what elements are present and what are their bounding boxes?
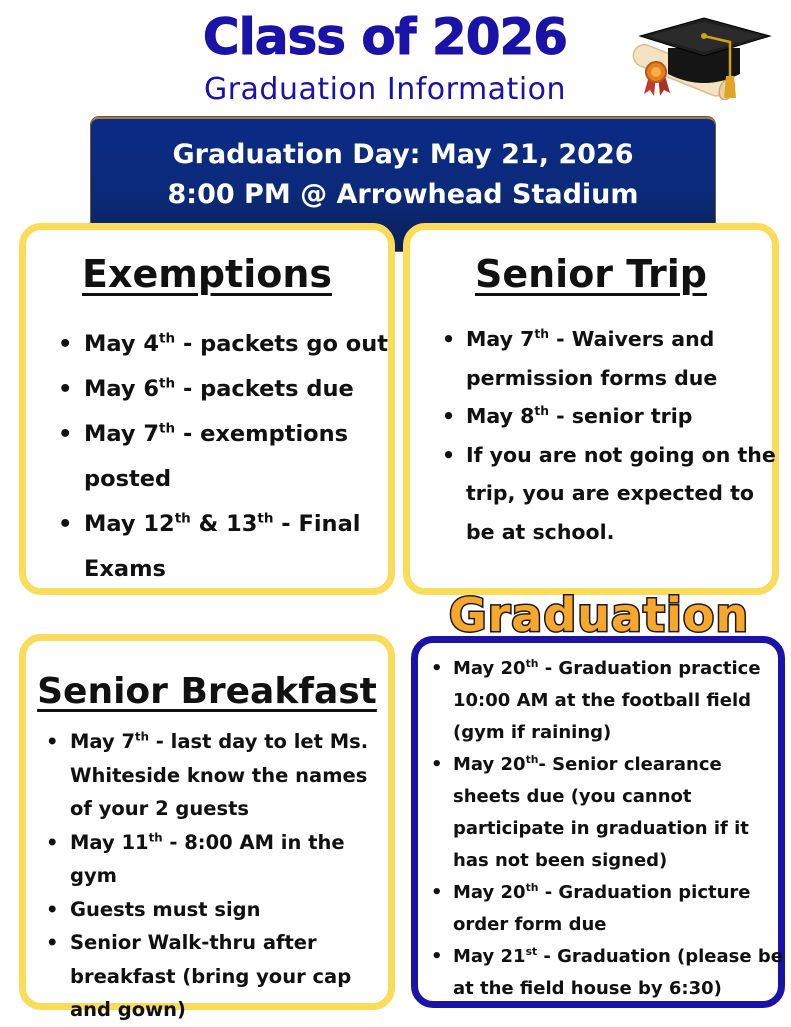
list-item: • May 6th - packets due: [54, 367, 394, 412]
list-item: • May 7th - exemptions posted: [54, 412, 394, 502]
list-item: • May 20th - Graduation picture order form due: [427, 877, 787, 941]
list-item: • Senior Walk-thru after breakfast (bring your cap and gown): [42, 926, 392, 1027]
list-item: • May 21st - Graduation (please be at the field house by 6:30): [427, 941, 787, 1005]
exemptions-card: [19, 223, 395, 595]
graduation-label-text: Graduation: [448, 588, 750, 642]
list-item: • May 11th - 8:00 AM in the gym: [42, 826, 392, 893]
list-item: • If you are not going on the trip, you are expected to be at school.: [438, 436, 782, 552]
list-item: • May 20th- Senior clearance sheets due (you cannot participate in graduation if it has not been signed): [427, 749, 787, 877]
graduation-card: [411, 636, 785, 1008]
exemptions-list: [54, 322, 394, 592]
senior-breakfast-list: [42, 725, 392, 1027]
exemptions-heading: Exemptions: [81, 252, 332, 296]
list-item: • Guests must sign: [42, 893, 392, 927]
list-item: • May 7th - Waivers and permission forms due: [438, 320, 782, 397]
graduation-list: [427, 653, 787, 1005]
senior-breakfast-card: [19, 634, 395, 1021]
list-item: • May 4th - packets go out: [54, 322, 394, 367]
page-title: Class of 2026: [202, 8, 568, 66]
list-item: • May 7th - last day to let Ms. Whiteside know the names of your 2 guests: [42, 725, 392, 826]
senior-trip-card: [403, 223, 779, 595]
graduation-cap-icon: [622, 12, 772, 108]
graduation-label: [444, 583, 754, 645]
page-subtitle: Graduation Information: [203, 72, 567, 107]
list-item: • May 12th & 13th - Final Exams: [54, 502, 394, 592]
graduation-time-location: 8:00 PM @ Arrowhead Stadium: [167, 179, 639, 210]
list-item: • May 20th - Graduation practice 10:00 AM at the football field (gym if raining): [427, 653, 787, 749]
senior-trip-list: [438, 320, 782, 551]
list-item: • May 8th - senior trip: [438, 397, 782, 436]
senior-breakfast-heading: Senior Breakfast: [37, 671, 377, 712]
senior-trip-heading: Senior Trip: [474, 252, 707, 296]
graduation-date: Graduation Day: May 21, 2026: [172, 139, 634, 170]
